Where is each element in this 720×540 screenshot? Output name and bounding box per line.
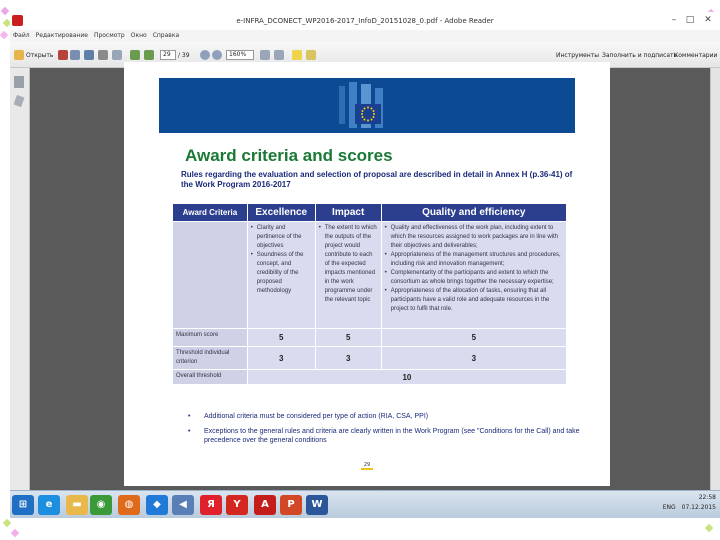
quality-criteria-cell — [381, 222, 566, 329]
award-criteria-table — [172, 203, 567, 385]
zoom-in-icon[interactable] — [212, 50, 222, 60]
eu-flag-icon — [355, 104, 381, 124]
slide-title: Award criteria and scores — [185, 146, 393, 165]
open-button[interactable]: Открыть — [26, 52, 54, 59]
pdf-page — [124, 62, 610, 486]
print-icon[interactable] — [98, 50, 108, 60]
media-player-icon[interactable]: ◀ — [172, 495, 194, 515]
table-row — [173, 370, 567, 385]
title-bar — [10, 12, 720, 30]
windows-start-icon[interactable]: ⊞ — [12, 495, 34, 515]
tools-pane-button[interactable]: Инструменты — [556, 52, 599, 59]
table-row — [173, 347, 567, 370]
score-cell: 3 — [381, 347, 566, 370]
folder-icon[interactable]: ▬ — [66, 495, 88, 515]
score-cell: 5 — [315, 329, 381, 347]
impact-criteria-cell — [315, 222, 381, 329]
comments-pane-button[interactable]: Комментарии — [674, 52, 718, 59]
score-cell: 5 — [381, 329, 566, 347]
clock-time[interactable]: 22:58 — [698, 494, 716, 501]
firefox-icon[interactable]: ◍ — [118, 495, 140, 515]
page-number-footer — [124, 462, 610, 468]
table-header-row — [173, 204, 567, 222]
language-indicator[interactable]: ENG — [662, 504, 676, 511]
list-item: • Additional criteria must be considered per type of action (RIA, CSA, PPI) — [186, 412, 586, 421]
create-pdf-icon[interactable] — [58, 50, 68, 60]
row-label: Threshold individual criterion — [173, 347, 248, 370]
menu-edit[interactable]: Редактирование — [35, 32, 88, 39]
maximize-button[interactable]: □ — [685, 15, 695, 25]
navigation-pane — [10, 68, 30, 490]
slide-subtitle: Rules regarding the evaluation and selection of proposal are described in detail in Annex H (p.36-41) of the Work Program 2016-2017 — [181, 170, 573, 189]
list-item: • Complementarity of the participants and extent to which the consortium as whole brings together the necessary expertise; — [385, 269, 563, 287]
system-tray — [663, 493, 716, 513]
minimize-button[interactable]: – — [671, 15, 677, 25]
attachments-icon[interactable] — [14, 95, 25, 107]
table-cell — [173, 222, 248, 329]
column-header: Quality and efficiency — [381, 204, 566, 222]
menu-view[interactable]: Просмотр — [93, 32, 125, 39]
page-up-icon[interactable] — [130, 50, 140, 60]
list-item: • Exceptions to the general rules and criteria are clearly written in the Work Program (see "Conditions for the Call) and take precedence over the general conditions — [186, 427, 586, 445]
column-header: Award Criteria — [173, 204, 248, 222]
page-down-icon[interactable] — [144, 50, 154, 60]
zoom-level-select[interactable]: 160% — [226, 50, 254, 60]
pages-panel-icon[interactable] — [14, 76, 24, 88]
page-number-input[interactable]: 29 — [160, 50, 176, 60]
score-cell: 5 — [247, 329, 315, 347]
decorative-sparkle — [705, 524, 713, 532]
table-row — [173, 329, 567, 347]
list-item: • Clarity and pertinence of the objectives — [251, 224, 312, 251]
fill-and-sign-button[interactable]: Заполнить и подписать — [602, 52, 678, 59]
yandex-browser-icon[interactable]: Y — [226, 495, 248, 515]
list-item: • Soundness of the concept, and credibility of the proposed methodology — [251, 251, 312, 296]
ec-logo-banner — [159, 78, 575, 133]
word-icon[interactable]: W — [306, 495, 328, 515]
menu-window[interactable]: Окно — [130, 32, 147, 39]
window-title: e-INFRA_DCONECT_WP2016-2017_InfoD_20151028_0.pdf - Adobe Reader — [236, 17, 494, 25]
adobe-reader-window — [10, 12, 720, 490]
page-total: / 39 — [178, 52, 190, 59]
row-label: Overall threshold — [173, 370, 248, 385]
powerpoint-icon[interactable]: P — [280, 495, 302, 515]
excellence-criteria-cell — [247, 222, 315, 329]
clock-date[interactable]: 07.12.2015 — [681, 504, 716, 511]
edit-icon[interactable] — [70, 50, 80, 60]
email-icon[interactable] — [112, 50, 122, 60]
adobe-reader-icon[interactable]: A — [254, 495, 276, 515]
dropbox-icon[interactable]: ◆ — [146, 495, 168, 515]
score-cell: 3 — [247, 347, 315, 370]
page-number: 29 — [361, 462, 373, 470]
open-folder-icon[interactable] — [14, 50, 24, 60]
menu-file[interactable]: Файл — [13, 32, 30, 39]
zoom-out-icon[interactable] — [200, 50, 210, 60]
internet-explorer-icon[interactable]: e — [38, 495, 60, 515]
menu-help[interactable]: Справка — [152, 32, 180, 39]
score-cell: 3 — [315, 347, 381, 370]
list-item: • Appropriateness of the allocation of tasks, ensuring that all participants have a valid role and adequate resources in the project to fulfil that role. — [385, 287, 563, 314]
menu-bar — [10, 30, 720, 42]
table-row-criteria — [173, 222, 567, 329]
column-header: Excellence — [247, 204, 315, 222]
chrome-icon[interactable]: ◉ — [90, 495, 112, 515]
yandex-icon[interactable]: Я — [200, 495, 222, 515]
column-header: Impact — [315, 204, 381, 222]
comment-icon[interactable] — [292, 50, 302, 60]
highlight-icon[interactable] — [306, 50, 316, 60]
list-item: • Quality and effectiveness of the work plan, including extent to which the resources assigned to work packages are in line with their objectives and deliverables; — [385, 224, 563, 251]
fit-width-icon[interactable] — [274, 50, 284, 60]
close-button[interactable]: ✕ — [704, 15, 712, 25]
scrollbar[interactable] — [710, 68, 720, 490]
row-label: Maximum score — [173, 329, 248, 347]
list-item: • Appropriateness of the management structures and procedures, including risk and innovation management; — [385, 251, 563, 269]
decorative-sparkle — [3, 519, 11, 527]
list-item: • The extent to which the outputs of the project would contribute to each of the expected impacts mentioned in the work programme under the relevant topic — [319, 224, 378, 305]
overall-threshold-value: 10 — [247, 370, 566, 385]
notes-list — [186, 412, 586, 451]
banner-building-graphic — [339, 86, 345, 124]
fit-page-icon[interactable] — [260, 50, 270, 60]
decorative-sparkle — [1, 7, 9, 15]
decorative-sparkle — [0, 31, 8, 39]
decorative-sparkle — [11, 529, 19, 537]
save-icon[interactable] — [84, 50, 94, 60]
taskbar — [10, 490, 720, 518]
